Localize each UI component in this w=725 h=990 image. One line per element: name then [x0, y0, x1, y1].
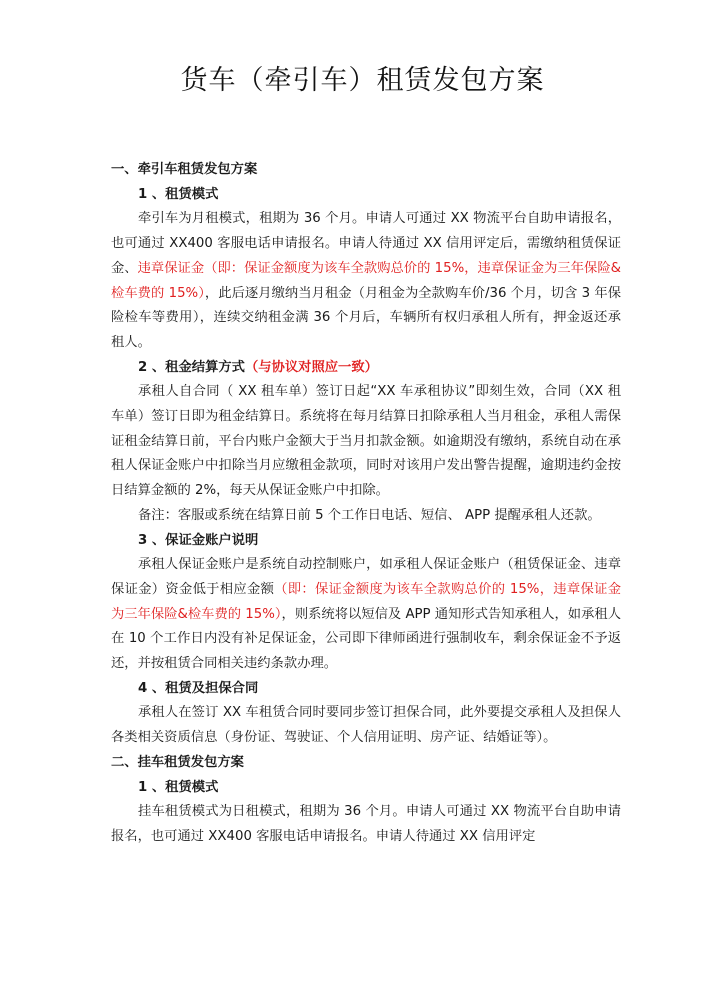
subheading-settlement [111, 356, 621, 381]
paragraph-deposit-account [111, 553, 621, 677]
subheading-guarantee-contract: 4 、租赁及担保合同 [138, 680, 259, 696]
paragraph-settlement-remark: 备注：客服或系统在结算日前 5 个工作日电话、短信、 APP 提醒承租人还款。 [138, 507, 601, 523]
text-rental-mode-a: 牵引车为月租模式，租期为 36 个月。申请人可通过 XX 物流平台自助申请报名，也可通过 XX400 客服电话申请报名。申请人待通过 XX 信用评定后，需缴纳租赁保证金、 [111, 211, 621, 276]
text-deposit-a: 承租人保证金账户是系统自动控制账户，如承租人保证金账户（租赁保证金、违章保证金）资金低于相应金额 [111, 557, 621, 597]
subheading-rental-mode: 1 、租赁模式 [138, 186, 219, 202]
subheading-settlement-label: 2 、租金结算方式 [138, 359, 245, 375]
section-heading-1: 一、牵引车租赁发包方案 [111, 162, 258, 177]
text-deposit-b: ，则系统将以短信及 APP 通知形式告知承租人，如承租人在 10 个工作日内没有补足保证金，公司即下律师函进行强制收车，剩余保证金不予返还，并按租赁合同相关违约条款办理。 [111, 606, 622, 672]
paragraph-settlement: 承租人自合同（ XX 租车单）签订日起“XX 车承租协议”即刻生效，合同（XX 租车单）签订日即为租金结算日。系统将在每月结算日扣除承租人当月租金，承租人需保证租金结算日前，平台内账户金额大于当月扣款金额。如逾期没有缴纳，系统自动在承租人保证金账户中扣除当月应缴租金款项，同时对该用户发出警告提醒，逾期违约金按日结算金额的 2%，每天从保证金账户中扣除。 [111, 384, 621, 499]
document-title: 货车（牵引车）租赁发包方案 [180, 65, 545, 96]
highlight-deposit-amount: （即：保证金额度为该车全款购总价的 15%，违章保证金为三年保险&检车费的 15%） [111, 581, 621, 622]
paragraph-trailer-rental-mode: 挂车租赁模式为日租模式，租期为 36 个月。申请人可通过 XX 物流平台自助申请报名，也可通过 XX400 客服电话申请报名。申请人待通过 XX 信用评定 [111, 804, 621, 844]
highlight-settlement-note: （与协议对照应一致） [244, 359, 378, 375]
subheading-deposit-account: 3 、保证金账户说明 [138, 532, 259, 548]
paragraph-rental-mode [111, 207, 621, 355]
highlight-deposit-note: 违章保证金（即：保证金额度为该车全款购总价的 15%，违章保证金为三年保险&检车费的 15%） [111, 260, 621, 301]
section-heading-2: 二、挂车租赁发包方案 [111, 754, 244, 770]
subheading-trailer-rental-mode: 1 、租赁模式 [138, 779, 219, 795]
document-body [111, 158, 621, 850]
paragraph-guarantee-contract: 承租人在签订 XX 车租赁合同时要同步签订担保合同，此外要提交承租人及担保人各类相关资质信息（身份证、驾驶证、个人信用证明、房产证、结婚证等）。 [111, 705, 621, 746]
text-rental-mode-b: ，此后逐月缴纳当月租金（月租金为全款购车价/36 个月，切含 3 年保险检车等费用），连续交纳租金满 36 个月后，车辆所有权归承租人所有，押金返还承租人。 [111, 285, 621, 350]
